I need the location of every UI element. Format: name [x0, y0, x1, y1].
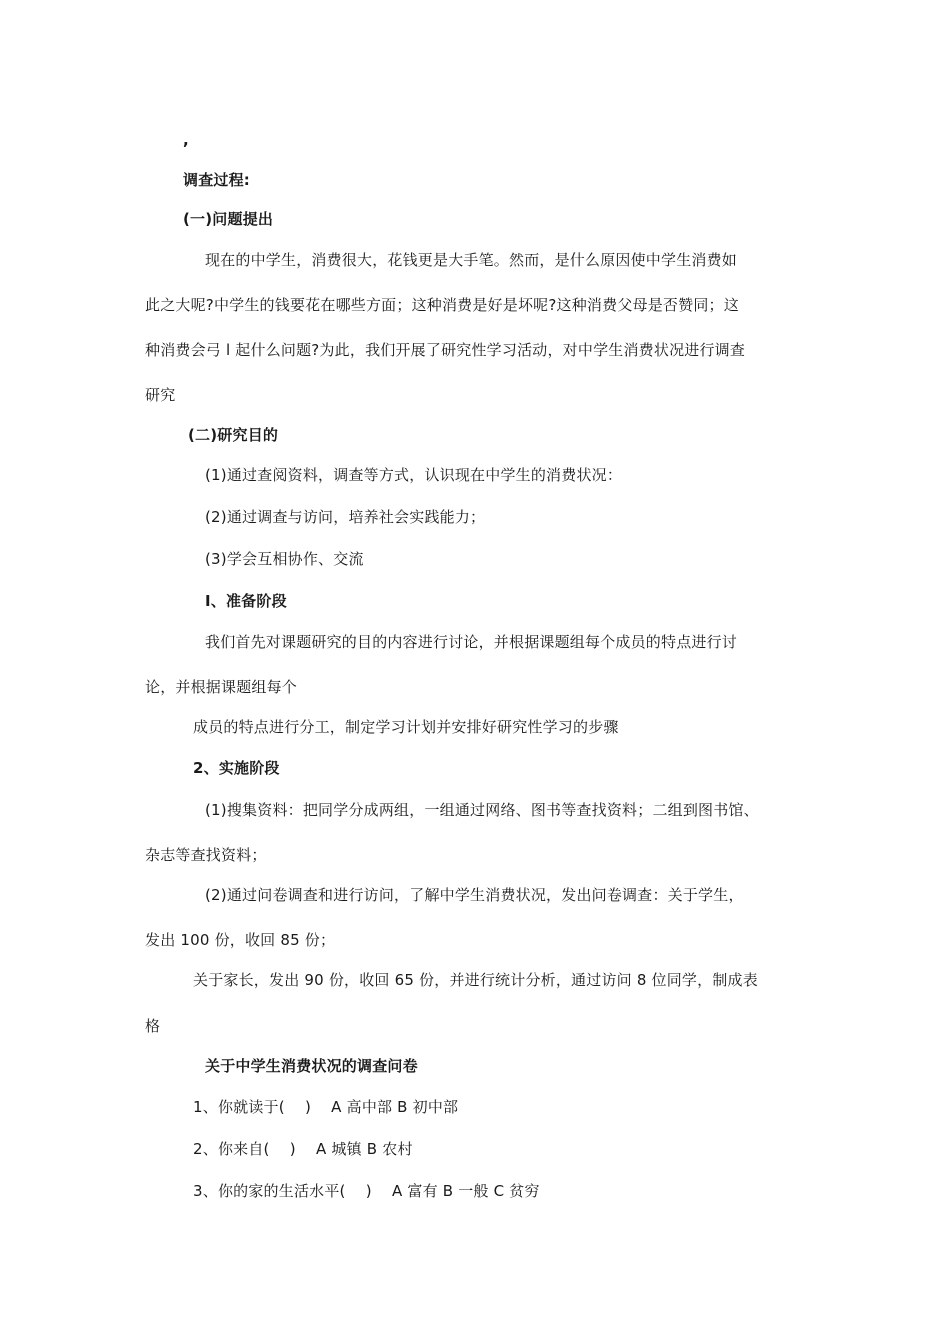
- goal-item: (3)学会互相协作、交流: [205, 550, 364, 568]
- survey-question: 3、你的家的生活水平( ) A 富有 B 一般 C 贫穷: [193, 1182, 540, 1200]
- process-heading: 调查过程:: [183, 171, 250, 189]
- paragraph-line: (1)搜集资料：把同学分成两组，一组通过网络、图书等查找资料；二组到图书馆、: [205, 801, 759, 819]
- paragraph-line: 现在的中学生，消费很大，花钱更是大手笔。然而，是什么原因使中学生消费如: [205, 251, 738, 269]
- paragraph-line: 杂志等查找资料；: [145, 846, 267, 864]
- survey-question: 2、你来自( ) A 城镇 B 农村: [193, 1140, 413, 1158]
- stray-mark: ,: [183, 131, 189, 149]
- paragraph-line: 论，并根据课题组每个: [145, 678, 298, 696]
- goal-item: (1)通过查阅资料，调查等方式，认识现在中学生的消费状况：: [205, 466, 623, 484]
- paragraph-line: 发出 100 份，收回 85 份；: [145, 931, 336, 949]
- paragraph-line: 我们首先对课题研究的目的内容进行讨论，并根据课题组每个成员的特点进行讨: [205, 633, 738, 651]
- paragraph-line: (2)通过问卷调查和进行访问，了解中学生消费状况，发出问卷调查：关于学生，: [205, 886, 744, 904]
- section-heading-problem: (一)问题提出: [183, 210, 274, 228]
- paragraph-line: 成员的特点进行分工，制定学习计划并安排好研究性学习的步骤: [193, 718, 619, 736]
- paragraph-line: 种消费会弓 l 起什么问题?为此，我们开展了研究性学习活动，对中学生消费状况进行调查: [145, 341, 746, 359]
- paragraph-line: 此之大呢?中学生的钱要花在哪些方面；这种消费是好是坏呢?这种消费父母是否赞同；这: [145, 296, 739, 314]
- survey-title: 关于中学生消费状况的调查问卷: [205, 1057, 418, 1075]
- stage-heading-implement: 2、实施阶段: [193, 759, 280, 777]
- survey-question: 1、你就读于( ) A 高中部 B 初中部: [193, 1098, 459, 1116]
- paragraph-line: 研究: [145, 386, 176, 404]
- goal-item: (2)通过调查与访问，培养社会实践能力；: [205, 508, 486, 526]
- stage-heading-prepare: I、准备阶段: [205, 592, 287, 610]
- paragraph-line: 关于家长，发出 90 份，收回 65 份，并进行统计分析，通过访问 8 位同学，制成表: [193, 971, 758, 989]
- section-heading-purpose: (二)研究目的: [188, 426, 279, 444]
- paragraph-line: 格: [145, 1017, 161, 1035]
